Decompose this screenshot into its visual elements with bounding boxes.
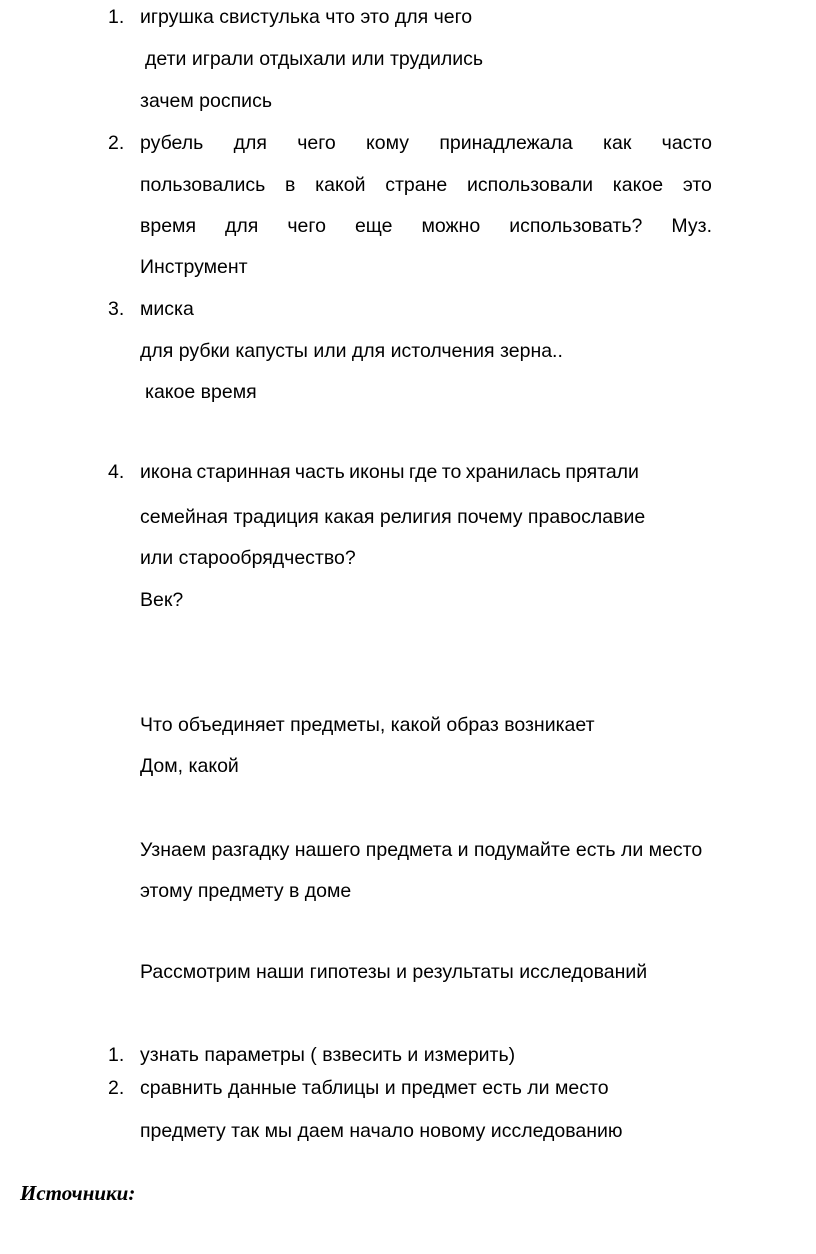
text-line: сравнить данные таблицы и предмет есть ли место <box>140 1077 609 1099</box>
word: принадлежала <box>439 132 573 154</box>
word: время <box>140 215 197 237</box>
text-line: Узнаем разгадку нашего предмета и подумайте есть ли место <box>140 839 703 861</box>
list-number: 2. <box>108 1077 125 1099</box>
list-number: 2. <box>108 132 125 154</box>
list-number: 4. <box>108 461 125 483</box>
word: какое <box>612 174 664 196</box>
word: стране <box>385 174 448 196</box>
word: Муз. <box>671 215 712 237</box>
word: какой <box>315 174 366 196</box>
text-line: игрушка свистулька что это для чего <box>140 6 473 28</box>
word: это <box>682 174 712 196</box>
text-line: дети играли отдыхали или трудились <box>145 48 484 70</box>
text-line: Что объединяет предметы, какой образ возникает <box>140 714 595 736</box>
justified-line <box>140 134 712 154</box>
text-line: узнать параметры ( взвесить и измерить) <box>140 1044 516 1066</box>
justified-line <box>140 176 712 196</box>
list-number: 1. <box>108 1044 125 1066</box>
text-line: Дом, какой <box>140 755 239 777</box>
word: как <box>603 132 632 154</box>
text-line: Инструмент <box>140 256 248 278</box>
word: пользовались <box>140 174 266 196</box>
word: можно <box>421 215 481 237</box>
list-number: 1. <box>108 6 125 28</box>
word: кому <box>366 132 410 154</box>
text-line: для рубки капусты или для истолчения зерна.. <box>140 340 563 362</box>
text-line: или старообрядчество? <box>140 547 356 569</box>
list-number: 3. <box>108 298 125 320</box>
word: часто <box>661 132 712 154</box>
justified-line <box>140 217 712 237</box>
word: в <box>285 174 296 196</box>
text-line: икона старинная часть иконы где то хранилась прятали <box>140 461 639 483</box>
word: использовали <box>467 174 594 196</box>
text-line: предмету так мы даем начало новому исследованию <box>140 1120 623 1142</box>
word: для <box>225 215 259 237</box>
text-line: миска <box>140 298 194 320</box>
word: чего <box>287 215 326 237</box>
word: для <box>233 132 267 154</box>
text-line: зачем роспись <box>140 90 272 112</box>
word: рубель <box>140 132 204 154</box>
text-line: семейная традиция какая религия почему православие <box>140 506 646 528</box>
text-line: какое время <box>145 381 257 403</box>
paragraph-hypotheses: Рассмотрим наши гипотезы и результаты исследований <box>140 961 648 983</box>
word: использовать? <box>509 215 643 237</box>
text-line: Век? <box>140 589 184 611</box>
sources-heading: Источники: <box>20 1181 136 1205</box>
text-line: этому предмету в доме <box>140 880 352 902</box>
word: чего <box>297 132 336 154</box>
word: еще <box>354 215 393 237</box>
